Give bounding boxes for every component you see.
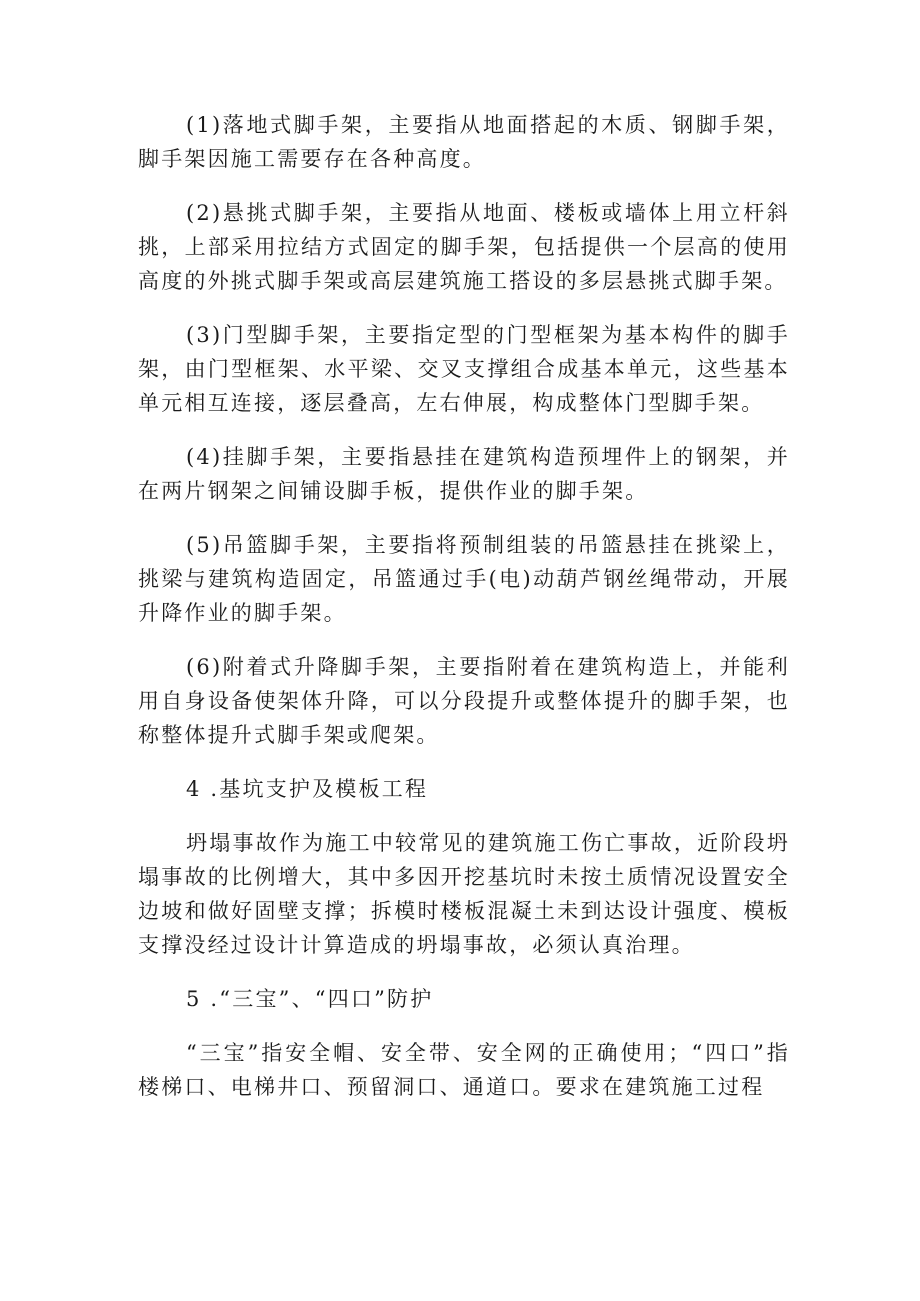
scaffold-type-1-paragraph: (1)落地式脚手架，主要指从地面搭起的木质、钢脚手架，脚手架因施工需要存在各种高度。 bbox=[138, 113, 790, 171]
section-5-heading: 5 .“三宝”、“四口”防护 bbox=[186, 987, 434, 1011]
scaffold-type-6-paragraph: (6)附着式升降脚手架，主要指附着在建筑构造上，并能利用自身设备使架体升降，可以分段提升或整体提升的脚手架，也称整体提升式脚手架或爬架。 bbox=[138, 655, 790, 747]
scaffold-type-2-paragraph: (2)悬挑式脚手架，主要指从地面、楼板或墙体上用立杆斜挑，上部采用拉结方式固定的脚手架，包括提供一个层高的使用高度的外挑式脚手架或高层建筑施工搭设的多层悬挑式脚手架。 bbox=[138, 201, 790, 293]
section-5-paragraph: “三宝”指安全帽、安全带、安全网的正确使用；“四口”指楼梯口、电梯井口、预留洞口、通道口。要求在建筑施工过程 bbox=[138, 1041, 790, 1099]
section-4-heading: 4 .基坑支护及模板工程 bbox=[186, 777, 429, 801]
scaffold-type-4-paragraph: (4)挂脚手架，主要指悬挂在建筑构造预埋件上的钢架，并在两片钢架之间铺设脚手板，提供作业的脚手架。 bbox=[138, 445, 790, 503]
scaffold-type-3-paragraph: (3)门型脚手架，主要指定型的门型框架为基本构件的脚手架，由门型框架、水平梁、交叉支撑组合成基本单元，这些基本单元相互连接，逐层叠高，左右伸展，构成整体门型脚手架。 bbox=[138, 323, 790, 415]
document-body bbox=[138, 108, 790, 1124]
section-4-paragraph: 坍塌事故作为施工中较常见的建筑施工伤亡事故，近阶段坍塌事故的比例增大，其中多因开挖基坑时未按土质情况设置安全边坡和做好固壁支撑；拆模时楼板混凝土未到达设计强度、模板支撑没经过设计计算造成的坍塌事故，必须认真治理。 bbox=[138, 831, 790, 957]
scaffold-type-5-paragraph: (5)吊篮脚手架，主要指将预制组装的吊篮悬挂在挑梁上，挑梁与建筑构造固定，吊篮通过手(电)动葫芦钢丝绳带动，开展升降作业的脚手架。 bbox=[138, 533, 790, 625]
